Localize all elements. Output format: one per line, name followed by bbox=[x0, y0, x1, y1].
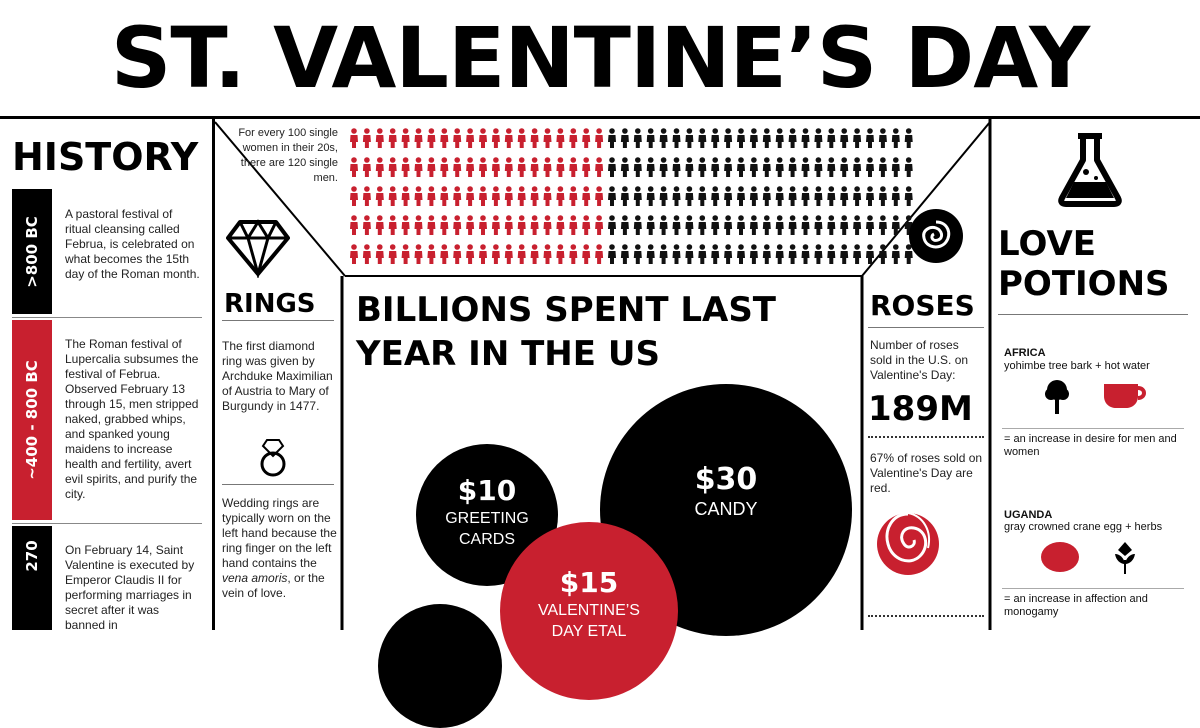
rings-heading: RINGS bbox=[224, 289, 316, 319]
woman-icon bbox=[440, 128, 448, 148]
man-icon bbox=[634, 157, 642, 177]
man-icon bbox=[789, 215, 797, 235]
roses-count: 189M bbox=[868, 389, 973, 429]
woman-icon bbox=[595, 128, 603, 148]
man-icon bbox=[711, 244, 719, 264]
man-icon bbox=[853, 244, 861, 264]
woman-icon bbox=[402, 157, 410, 177]
man-icon bbox=[673, 215, 681, 235]
man-icon bbox=[866, 215, 874, 235]
spending-heading-line1: BILLIONS SPENT LAST bbox=[356, 290, 777, 330]
man-icon bbox=[840, 186, 848, 206]
woman-icon bbox=[453, 157, 461, 177]
man-icon bbox=[673, 244, 681, 264]
man-icon bbox=[802, 157, 810, 177]
woman-icon bbox=[518, 215, 526, 235]
woman-icon bbox=[544, 244, 552, 264]
roses-caption: Number of roses sold in the U.S. on Valentine's Day: bbox=[870, 338, 969, 382]
potion-recipe: gray crowned crane egg + herbs bbox=[1004, 521, 1163, 533]
woman-icon bbox=[531, 244, 539, 264]
man-icon bbox=[750, 244, 758, 264]
woman-icon bbox=[595, 157, 603, 177]
man-icon bbox=[905, 128, 913, 148]
woman-icon bbox=[466, 157, 474, 177]
man-icon bbox=[853, 186, 861, 206]
woman-icon bbox=[376, 157, 384, 177]
man-icon bbox=[827, 186, 835, 206]
woman-icon bbox=[531, 215, 539, 235]
man-icon bbox=[660, 157, 668, 177]
era-label: 270 bbox=[23, 540, 41, 572]
woman-icon bbox=[402, 244, 410, 264]
man-icon bbox=[724, 215, 732, 235]
man-icon bbox=[698, 128, 706, 148]
woman-icon bbox=[389, 244, 397, 264]
woman-icon bbox=[440, 215, 448, 235]
man-icon bbox=[711, 128, 719, 148]
potion-region: AFRICA bbox=[1004, 347, 1046, 359]
rings-fact-vein-text-end: , or the vein of love. bbox=[222, 571, 325, 600]
woman-icon bbox=[569, 128, 577, 148]
man-icon bbox=[608, 157, 616, 177]
man-icon bbox=[763, 215, 771, 235]
woman-icon bbox=[582, 215, 590, 235]
woman-icon bbox=[556, 128, 564, 148]
rings-fact-vein bbox=[222, 496, 337, 601]
spending-heading-line2: YEAR IN THE US bbox=[356, 334, 660, 374]
man-icon bbox=[827, 215, 835, 235]
man-icon bbox=[711, 157, 719, 177]
roses-red-fact: 67% of roses sold on Valentine's Day are red. bbox=[870, 451, 983, 495]
man-icon bbox=[789, 244, 797, 264]
woman-icon bbox=[569, 244, 577, 264]
woman-icon bbox=[376, 128, 384, 148]
man-icon bbox=[608, 186, 616, 206]
woman-icon bbox=[427, 186, 435, 206]
spend-amount: $15 bbox=[559, 566, 619, 599]
woman-icon bbox=[440, 157, 448, 177]
woman-icon bbox=[427, 244, 435, 264]
woman-icon bbox=[531, 157, 539, 177]
man-icon bbox=[737, 244, 745, 264]
woman-icon bbox=[402, 128, 410, 148]
woman-icon bbox=[363, 157, 371, 177]
man-icon bbox=[892, 244, 900, 264]
woman-icon bbox=[518, 157, 526, 177]
man-icon bbox=[789, 128, 797, 148]
man-icon bbox=[698, 244, 706, 264]
woman-icon bbox=[479, 128, 487, 148]
woman-icon bbox=[556, 157, 564, 177]
man-icon bbox=[634, 186, 642, 206]
potion-divider bbox=[1002, 428, 1184, 429]
potions-divider bbox=[998, 314, 1188, 315]
man-icon bbox=[814, 215, 822, 235]
roses-divider-dotted bbox=[868, 615, 984, 617]
man-icon bbox=[621, 215, 629, 235]
woman-icon bbox=[544, 215, 552, 235]
man-icon bbox=[814, 157, 822, 177]
man-icon bbox=[608, 128, 616, 148]
man-icon bbox=[621, 128, 629, 148]
man-icon bbox=[763, 186, 771, 206]
potions-heading bbox=[998, 224, 1198, 304]
woman-icon bbox=[453, 244, 461, 264]
man-icon bbox=[647, 128, 655, 148]
woman-icon bbox=[415, 186, 423, 206]
man-icon bbox=[647, 215, 655, 235]
man-icon bbox=[814, 186, 822, 206]
potions-heading-line1: LOVE bbox=[998, 224, 1096, 264]
tree-icon bbox=[1044, 378, 1070, 414]
man-icon bbox=[879, 215, 887, 235]
woman-icon bbox=[415, 244, 423, 264]
woman-icon bbox=[569, 215, 577, 235]
woman-icon bbox=[427, 215, 435, 235]
woman-icon bbox=[479, 186, 487, 206]
man-icon bbox=[685, 244, 693, 264]
woman-icon bbox=[350, 244, 358, 264]
man-icon bbox=[737, 186, 745, 206]
man-icon bbox=[840, 244, 848, 264]
woman-icon bbox=[350, 215, 358, 235]
rings-fact-vein-term: vena amoris bbox=[222, 571, 288, 585]
era-label: ~400 - 800 BC bbox=[23, 360, 41, 480]
man-icon bbox=[634, 244, 642, 264]
man-icon bbox=[789, 186, 797, 206]
man-icon bbox=[866, 157, 874, 177]
man-icon bbox=[750, 215, 758, 235]
spend-label: VALENTINE’S bbox=[538, 602, 640, 619]
woman-icon bbox=[350, 128, 358, 148]
man-icon bbox=[660, 128, 668, 148]
woman-icon bbox=[531, 186, 539, 206]
man-icon bbox=[698, 157, 706, 177]
woman-icon bbox=[350, 157, 358, 177]
man-icon bbox=[711, 215, 719, 235]
man-icon bbox=[763, 244, 771, 264]
spend-amount: $10 bbox=[457, 474, 517, 507]
roses-divider bbox=[868, 327, 984, 328]
man-icon bbox=[660, 244, 668, 264]
herb-icon bbox=[1112, 540, 1138, 576]
woman-icon bbox=[505, 186, 513, 206]
potions-heading-line2: POTIONS bbox=[998, 264, 1170, 304]
spend-label: GREETING bbox=[445, 510, 529, 527]
woman-icon bbox=[505, 157, 513, 177]
woman-icon bbox=[466, 244, 474, 264]
man-icon bbox=[660, 186, 668, 206]
spending-heading bbox=[356, 288, 856, 376]
man-icon bbox=[647, 157, 655, 177]
woman-icon bbox=[376, 186, 384, 206]
history-entry-text: The Roman festival of Lupercalia subsumes the festival of Februa. Observed February 13 through 15, men stripped naked, grabbed whips, and spanked young maidens to increase health and fertility, avert evil spirits, and purify the city. bbox=[65, 337, 199, 501]
man-icon bbox=[737, 157, 745, 177]
woman-icon bbox=[402, 186, 410, 206]
man-icon bbox=[698, 215, 706, 235]
man-icon bbox=[737, 128, 745, 148]
man-icon bbox=[866, 128, 874, 148]
ring-icon bbox=[256, 438, 290, 478]
woman-icon bbox=[466, 128, 474, 148]
woman-icon bbox=[415, 215, 423, 235]
man-icon bbox=[866, 244, 874, 264]
man-icon bbox=[608, 215, 616, 235]
man-icon bbox=[827, 157, 835, 177]
man-icon bbox=[685, 186, 693, 206]
spend-amount: $30 bbox=[694, 462, 758, 497]
history-heading: HISTORY bbox=[12, 135, 199, 179]
era-label: >800 BC bbox=[23, 215, 41, 288]
woman-icon bbox=[363, 244, 371, 264]
man-icon bbox=[750, 128, 758, 148]
woman-icon bbox=[544, 157, 552, 177]
woman-icon bbox=[518, 244, 526, 264]
woman-icon bbox=[350, 186, 358, 206]
woman-icon bbox=[582, 128, 590, 148]
woman-icon bbox=[389, 215, 397, 235]
woman-icon bbox=[556, 186, 564, 206]
man-icon bbox=[892, 128, 900, 148]
rings-divider bbox=[222, 484, 334, 485]
man-icon bbox=[621, 186, 629, 206]
man-icon bbox=[853, 128, 861, 148]
woman-icon bbox=[492, 157, 500, 177]
people-ratio-chart bbox=[350, 124, 990, 274]
woman-icon bbox=[544, 186, 552, 206]
man-icon bbox=[711, 186, 719, 206]
man-icon bbox=[879, 128, 887, 148]
man-icon bbox=[802, 244, 810, 264]
woman-icon bbox=[453, 186, 461, 206]
man-icon bbox=[724, 157, 732, 177]
man-icon bbox=[814, 128, 822, 148]
flask-icon bbox=[1056, 132, 1124, 208]
man-icon bbox=[673, 128, 681, 148]
woman-icon bbox=[402, 215, 410, 235]
woman-icon bbox=[453, 215, 461, 235]
woman-icon bbox=[569, 186, 577, 206]
man-icon bbox=[802, 215, 810, 235]
woman-icon bbox=[492, 215, 500, 235]
woman-icon bbox=[479, 215, 487, 235]
man-icon bbox=[892, 157, 900, 177]
woman-icon bbox=[453, 128, 461, 148]
woman-icon bbox=[363, 186, 371, 206]
man-icon bbox=[724, 128, 732, 148]
woman-icon bbox=[440, 244, 448, 264]
woman-icon bbox=[595, 186, 603, 206]
man-icon bbox=[750, 157, 758, 177]
man-icon bbox=[737, 215, 745, 235]
woman-icon bbox=[415, 128, 423, 148]
man-icon bbox=[879, 157, 887, 177]
man-icon bbox=[802, 128, 810, 148]
woman-icon bbox=[427, 128, 435, 148]
man-icon bbox=[621, 157, 629, 177]
woman-icon bbox=[569, 157, 577, 177]
roses-heading: ROSES bbox=[870, 289, 975, 322]
woman-icon bbox=[466, 215, 474, 235]
woman-icon bbox=[415, 157, 423, 177]
woman-icon bbox=[492, 244, 500, 264]
history-entry-text: On February 14, Saint Valentine is executed by Emperor Claudis II for performing marriages in secret after it was banned in bbox=[65, 543, 195, 632]
woman-icon bbox=[492, 128, 500, 148]
man-icon bbox=[776, 128, 784, 148]
man-icon bbox=[776, 157, 784, 177]
woman-icon bbox=[389, 128, 397, 148]
man-icon bbox=[802, 186, 810, 206]
woman-icon bbox=[582, 157, 590, 177]
red-rose-icon bbox=[876, 504, 940, 584]
woman-icon bbox=[595, 244, 603, 264]
woman-icon bbox=[582, 186, 590, 206]
man-icon bbox=[840, 215, 848, 235]
potion-region: UGANDA bbox=[1004, 509, 1053, 521]
woman-icon bbox=[479, 157, 487, 177]
man-icon bbox=[853, 157, 861, 177]
man-icon bbox=[827, 128, 835, 148]
man-icon bbox=[905, 186, 913, 206]
man-icon bbox=[879, 186, 887, 206]
egg-icon bbox=[1040, 541, 1080, 573]
man-icon bbox=[621, 244, 629, 264]
man-icon bbox=[814, 244, 822, 264]
man-icon bbox=[853, 215, 861, 235]
woman-icon bbox=[492, 186, 500, 206]
man-icon bbox=[763, 157, 771, 177]
man-icon bbox=[879, 244, 887, 264]
man-icon bbox=[840, 157, 848, 177]
man-icon bbox=[634, 128, 642, 148]
woman-icon bbox=[440, 186, 448, 206]
woman-icon bbox=[531, 128, 539, 148]
man-icon bbox=[647, 186, 655, 206]
woman-icon bbox=[389, 157, 397, 177]
rings-divider bbox=[222, 320, 334, 321]
woman-icon bbox=[376, 215, 384, 235]
woman-icon bbox=[518, 128, 526, 148]
potion-recipe: yohimbe tree bark + hot water bbox=[1004, 360, 1150, 372]
man-icon bbox=[840, 128, 848, 148]
woman-icon bbox=[505, 244, 513, 264]
history-entry-text: A pastoral festival of ritual cleansing called Februa, is celebrated on what becomes the 15th day of the Roman month. bbox=[65, 207, 200, 281]
potion-effect: = an increase in desire for men and women bbox=[1004, 433, 1177, 458]
spend-label: CARDS bbox=[458, 531, 515, 548]
man-icon bbox=[776, 215, 784, 235]
woman-icon bbox=[544, 128, 552, 148]
woman-icon bbox=[479, 244, 487, 264]
man-icon bbox=[673, 157, 681, 177]
spend-label: DAY ETAL bbox=[551, 623, 627, 640]
man-icon bbox=[685, 128, 693, 148]
page-title: ST. VALENTINE’S DAY bbox=[110, 9, 1090, 107]
man-icon bbox=[789, 157, 797, 177]
man-icon bbox=[660, 215, 668, 235]
woman-icon bbox=[389, 186, 397, 206]
rose-icon bbox=[908, 208, 964, 264]
man-icon bbox=[608, 244, 616, 264]
man-icon bbox=[698, 186, 706, 206]
woman-icon bbox=[582, 244, 590, 264]
rings-fact-vein-text: Wedding rings are typically worn on the left hand because the ring finger on the left hand contains the bbox=[222, 496, 337, 570]
woman-icon bbox=[376, 244, 384, 264]
woman-icon bbox=[505, 215, 513, 235]
woman-icon bbox=[505, 128, 513, 148]
woman-icon bbox=[363, 215, 371, 235]
potion-divider bbox=[1002, 588, 1184, 589]
man-icon bbox=[647, 244, 655, 264]
roses-divider-dotted bbox=[868, 436, 984, 438]
woman-icon bbox=[556, 244, 564, 264]
woman-icon bbox=[466, 186, 474, 206]
man-icon bbox=[905, 157, 913, 177]
man-icon bbox=[685, 157, 693, 177]
man-icon bbox=[866, 186, 874, 206]
man-icon bbox=[634, 215, 642, 235]
man-icon bbox=[763, 128, 771, 148]
spend-label: CANDY bbox=[694, 499, 758, 519]
man-icon bbox=[827, 244, 835, 264]
man-icon bbox=[776, 244, 784, 264]
diamond-icon bbox=[226, 214, 290, 278]
man-icon bbox=[724, 244, 732, 264]
man-icon bbox=[776, 186, 784, 206]
ratio-caption: For every 100 single women in their 20s, there are 120 single men. bbox=[238, 127, 338, 184]
woman-icon bbox=[427, 157, 435, 177]
woman-icon bbox=[518, 186, 526, 206]
man-icon bbox=[892, 215, 900, 235]
man-icon bbox=[685, 215, 693, 235]
man-icon bbox=[750, 186, 758, 206]
man-icon bbox=[673, 186, 681, 206]
woman-icon bbox=[595, 215, 603, 235]
man-icon bbox=[724, 186, 732, 206]
woman-icon bbox=[556, 215, 564, 235]
man-icon bbox=[892, 186, 900, 206]
rings-fact-diamond: The first diamond ring was given by Archduke Maximilian of Austria to Mary of Burgundy in 1477. bbox=[222, 339, 333, 413]
woman-icon bbox=[363, 128, 371, 148]
spend-bubble-other bbox=[500, 522, 678, 700]
potion-effect: = an increase in affection and monogamy bbox=[1004, 593, 1148, 618]
spend-bubble-partial bbox=[378, 604, 502, 728]
cup-icon bbox=[1102, 382, 1148, 410]
